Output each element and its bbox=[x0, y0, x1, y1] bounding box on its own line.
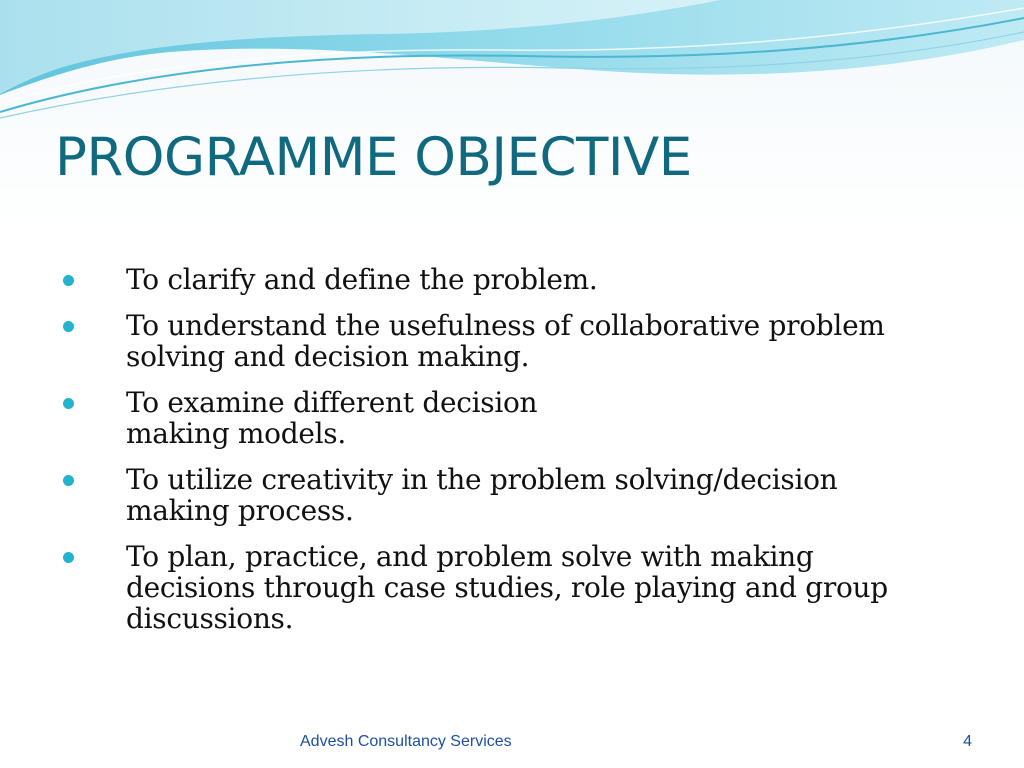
bullet-icon bbox=[63, 552, 74, 563]
header-wave-decoration bbox=[0, 0, 1024, 125]
bullet-line: decisions through case studies, role playing and group bbox=[126, 571, 888, 604]
bullet-line: To plan, practice, and problem solve with making bbox=[126, 540, 814, 573]
objective-list bbox=[60, 264, 970, 649]
bullet-icon bbox=[63, 275, 74, 286]
bullet-line: To utilize creativity in the problem solving/decision bbox=[126, 463, 838, 496]
bullet-line: To examine different decision bbox=[126, 386, 538, 419]
list-item bbox=[60, 387, 970, 449]
bullet-line: making models. bbox=[126, 417, 346, 450]
slide-title: PROGRAMME OBJECTIVE bbox=[55, 127, 692, 188]
bullet-line: To understand the usefulness of collaborative problem bbox=[126, 309, 885, 342]
list-item bbox=[60, 310, 970, 372]
bullet-line: To clarify and define the problem. bbox=[126, 263, 598, 296]
bullet-line: solving and decision making. bbox=[126, 340, 530, 373]
list-item bbox=[60, 464, 970, 526]
list-item bbox=[60, 541, 970, 634]
bullet-icon bbox=[63, 398, 74, 409]
footer-text: Advesh Consultancy Services bbox=[300, 733, 512, 750]
list-item bbox=[60, 264, 970, 295]
bullet-line: making process. bbox=[126, 494, 354, 527]
bullet-icon bbox=[63, 321, 74, 332]
bullet-line: discussions. bbox=[126, 602, 294, 635]
bullet-icon bbox=[63, 475, 74, 486]
page-number: 4 bbox=[963, 733, 972, 750]
